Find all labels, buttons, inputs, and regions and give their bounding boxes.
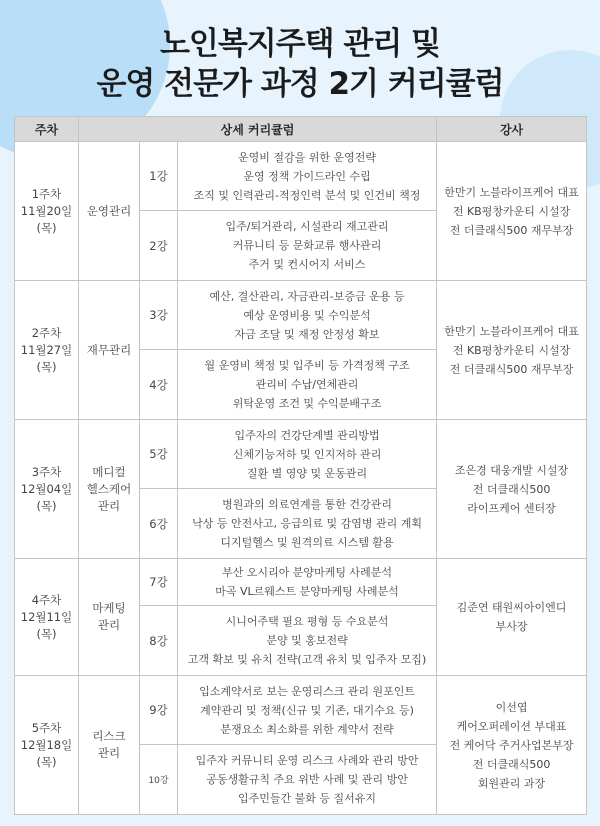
lecture-topics-line: 입주/퇴거관리, 시설관리 재고관리 — [225, 220, 389, 233]
lecture-number: 4강 — [140, 350, 178, 420]
area-cell-line: 관리 — [97, 746, 121, 760]
lecture-number: 6강 — [140, 489, 178, 559]
instructor-cell-line: 이선엽 — [495, 700, 528, 714]
table-row — [15, 142, 587, 211]
area-cell-line: 재무관리 — [86, 342, 132, 357]
lecture-number: 9강 — [140, 676, 178, 745]
title-line-2: 운영 전문가 과정 2기 커리큘럼 — [96, 66, 504, 102]
table-row — [15, 676, 587, 745]
lecture-topics — [178, 281, 437, 350]
instructor-cell-line: 전 KB평창카운티 시설장 — [452, 343, 571, 357]
lecture-topics — [178, 142, 437, 211]
lecture-topics-line: 병원과의 의료연계를 통한 건강관리 — [222, 498, 392, 511]
lecture-number: 5강 — [140, 420, 178, 489]
week-cell-line: 3주차 — [31, 464, 62, 479]
week-cell-line: 12월18일 — [20, 737, 73, 752]
week-cell-line: 12월04일 — [20, 481, 73, 496]
lecture-topics-line: 예산, 결산관리, 자금관리-보증금 운용 등 — [209, 289, 405, 303]
area-cell — [79, 559, 140, 676]
header-instructor: 강사 — [437, 117, 587, 142]
lecture-topics-line: 위탁운영 조건 및 수익분배구조 — [232, 397, 382, 410]
area-cell-line: 마케팅 — [92, 601, 126, 615]
week-cell — [15, 142, 79, 281]
instructor-cell-line: 전 더클래식500 — [472, 757, 551, 771]
week-cell-line: (목) — [36, 626, 57, 641]
lecture-topics-line: 낙상 등 안전사고, 응급의료 및 감염병 관리 계획 — [192, 517, 422, 530]
lecture-topics — [178, 676, 437, 745]
instructor-cell — [437, 676, 587, 815]
week-cell-line: 5주차 — [31, 720, 62, 735]
lecture-topics-line: 부산 오시리아 분양마케팅 사례분석 — [222, 566, 392, 579]
week-cell-line: 4주차 — [31, 592, 62, 607]
instructor-cell-line: 조은경 대웅개발 시설장 — [454, 463, 569, 477]
header-week: 주차 — [15, 117, 79, 142]
area-cell — [79, 142, 140, 281]
lecture-topics-line: 운영비 절감을 위한 운영전략 — [238, 150, 377, 164]
week-cell — [15, 420, 79, 559]
lecture-topics-line: 마곡 VL르웨스트 분양마케팅 사례분석 — [215, 585, 399, 598]
lecture-topics-line: 커뮤니티 등 문화교류 행사관리 — [232, 239, 382, 252]
area-cell — [79, 281, 140, 420]
week-cell-line: (목) — [36, 359, 57, 374]
area-cell — [79, 676, 140, 815]
table-row — [15, 281, 587, 350]
lecture-topics-line: 입소계약서로 보는 운영리스크 관리 원포인트 — [199, 684, 415, 698]
instructor-cell-line: 전 KB평창카운티 시설장 — [452, 204, 571, 218]
lecture-topics-line: 입주자의 건강단계별 관리방법 — [234, 428, 380, 442]
instructor-cell-line: 부사장 — [495, 620, 528, 633]
lecture-topics-line: 입주자 커뮤니티 운영 리스크 사례와 관리 방안 — [195, 754, 419, 767]
area-cell-line: 헬스케어 — [86, 481, 132, 496]
lecture-topics-line: 관리비 수납/연체관리 — [255, 378, 359, 391]
lecture-topics-line: 계약관리 및 정책(신규 및 기존, 대기수요 등) — [200, 703, 414, 717]
lecture-topics-line: 분쟁요소 최소화를 위한 계약서 전략 — [220, 722, 394, 736]
area-cell — [79, 420, 140, 559]
curriculum-body — [15, 142, 587, 815]
week-cell-line: 12월11일 — [20, 609, 73, 624]
lecture-topics — [178, 420, 437, 489]
lecture-topics — [178, 559, 437, 606]
instructor-cell — [437, 420, 587, 559]
lecture-number: 1강 — [140, 142, 178, 211]
lecture-number: 7강 — [140, 559, 178, 606]
area-cell-line: 관리 — [97, 498, 121, 513]
lecture-topics-line: 시니어주택 필요 평형 등 수요분석 — [225, 615, 389, 628]
table-header-row — [15, 117, 587, 142]
week-cell-line: 11월20일 — [20, 203, 73, 218]
lecture-topics-line: 분양 및 홍보전략 — [266, 634, 348, 647]
lecture-topics-line: 주거 및 컨시어지 서비스 — [248, 258, 366, 271]
week-cell-line: 11월27일 — [20, 342, 73, 357]
lecture-topics-line: 조직 및 인력관리-적정인력 분석 및 인건비 책정 — [193, 188, 421, 202]
week-cell-line: (목) — [36, 754, 57, 769]
lecture-number: 2강 — [140, 211, 178, 281]
lecture-topics — [178, 489, 437, 559]
instructor-cell-line: 전 더클래식500 재무부장 — [449, 362, 574, 376]
area-cell-line: 운영관리 — [86, 203, 132, 218]
header-detail: 상세 커리큘럼 — [79, 117, 437, 142]
lecture-topics — [178, 606, 437, 676]
lecture-topics-line: 예상 운영비용 및 수익분석 — [243, 308, 371, 322]
instructor-cell — [437, 559, 587, 676]
week-cell-line: (목) — [36, 498, 57, 513]
lecture-topics-line: 자금 조달 및 재정 안정성 확보 — [234, 327, 380, 341]
lecture-topics-line: 입주민들간 불화 등 질서유지 — [238, 792, 377, 805]
curriculum-table — [14, 116, 587, 815]
title-line-1: 노인복지주택 관리 및 — [159, 26, 441, 62]
instructor-cell-line: 케어오퍼레이션 부대표 — [456, 719, 567, 733]
area-cell-line: 관리 — [97, 618, 121, 632]
area-cell-line: 리스크 — [92, 729, 126, 743]
instructor-cell — [437, 281, 587, 420]
lecture-number: 10강 — [140, 745, 178, 815]
instructor-cell-line: 김준연 태원씨아이엔디 — [456, 601, 567, 614]
week-cell-line: 1주차 — [31, 186, 62, 201]
week-cell-line: (목) — [36, 220, 57, 235]
lecture-number: 8강 — [140, 606, 178, 676]
instructor-cell-line: 한만기 노블라이프케어 대표 — [444, 324, 579, 338]
lecture-topics — [178, 350, 437, 420]
lecture-number: 3강 — [140, 281, 178, 350]
page-title — [0, 24, 600, 104]
lecture-topics-line: 공동생활규칙 주요 위반 사례 및 관리 방안 — [206, 773, 408, 786]
table-row — [15, 559, 587, 606]
instructor-cell-line: 전 더클래식500 재무부장 — [449, 223, 574, 237]
week-cell — [15, 559, 79, 676]
lecture-topics-line: 운영 정책 가이드라인 수립 — [243, 169, 371, 183]
area-cell-line: 메디컬 — [92, 464, 126, 479]
lecture-topics-line: 디지털헬스 및 원격의료 시스템 활용 — [220, 536, 394, 549]
instructor-cell-line: 라이프케어 센터장 — [467, 501, 556, 515]
table-row — [15, 420, 587, 489]
lecture-topics-line: 질환 별 영양 및 운동관리 — [246, 466, 368, 480]
instructor-cell — [437, 142, 587, 281]
lecture-topics — [178, 745, 437, 815]
lecture-topics — [178, 211, 437, 281]
lecture-topics-line: 월 운영비 책정 및 입주비 등 가격정책 구조 — [204, 359, 410, 372]
week-cell — [15, 676, 79, 815]
week-cell-line: 2주차 — [31, 325, 62, 340]
instructor-cell-line: 전 더클래식500 — [472, 482, 551, 496]
week-cell — [15, 281, 79, 420]
instructor-cell-line: 전 케어닥 주거사업본부장 — [449, 738, 574, 752]
instructor-cell-line: 회원관리 과장 — [477, 776, 546, 790]
instructor-cell-line: 한만기 노블라이프케어 대표 — [444, 185, 579, 199]
lecture-topics-line: 고객 확보 및 유치 전략(고객 유치 및 입주자 모집) — [187, 653, 427, 666]
lecture-topics-line: 신체기능저하 및 인지저하 관리 — [232, 447, 382, 461]
